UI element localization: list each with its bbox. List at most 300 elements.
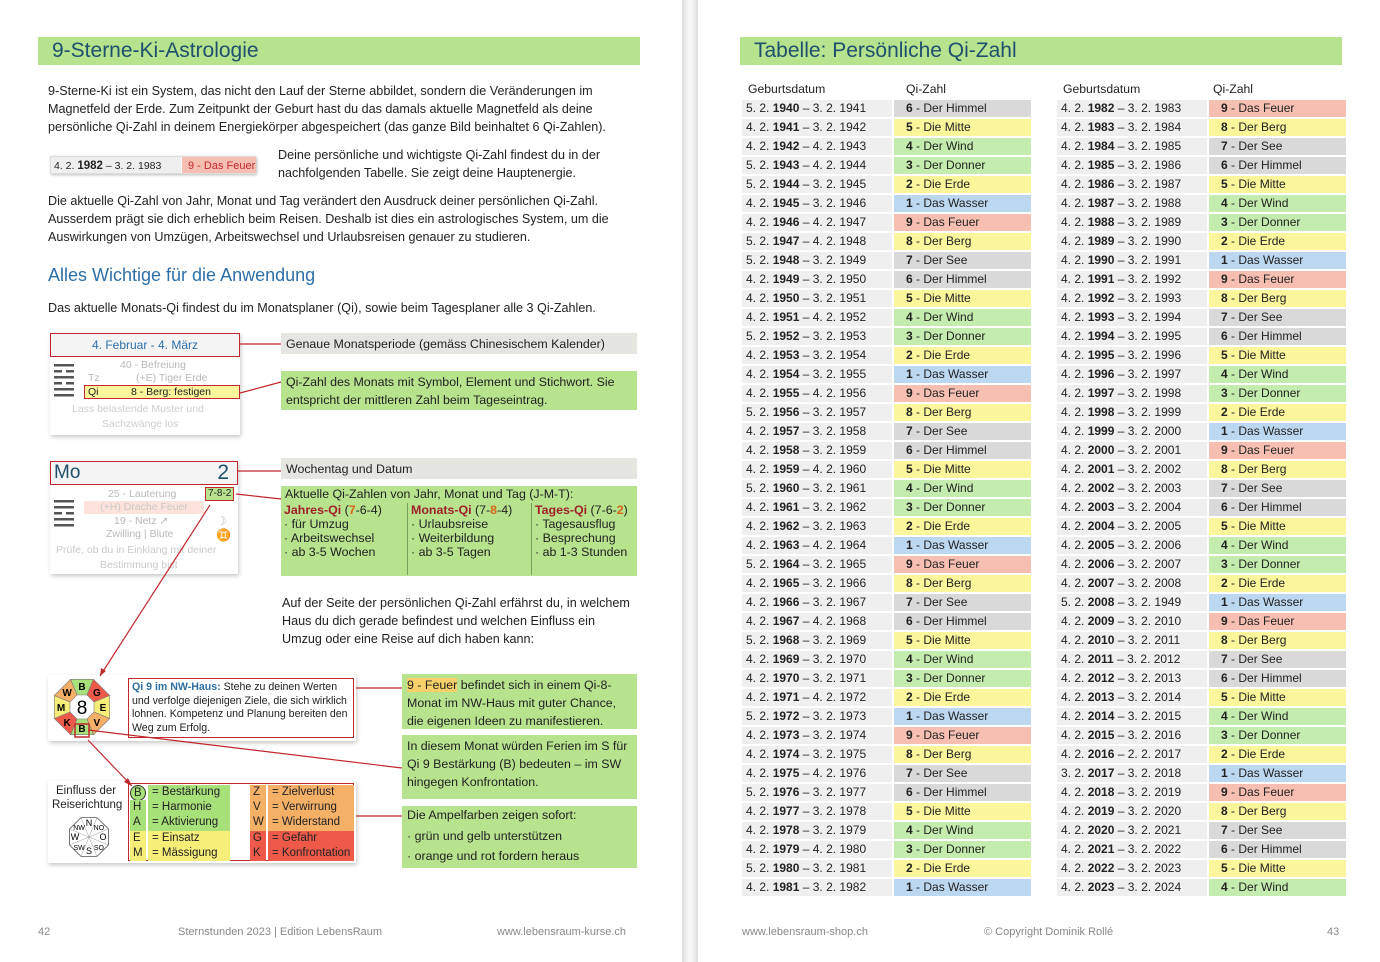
book-gutter: [682, 0, 698, 962]
table-row: [1057, 232, 1347, 251]
qi-number-cell: 1 - Das Wasser: [894, 708, 1031, 725]
table-row: [742, 213, 1032, 232]
table-row: [1057, 213, 1347, 232]
birth-date-cell: 4. 2. 1967 – 4. 2. 1968: [742, 613, 892, 630]
table-row: [1057, 764, 1347, 783]
legend-text: = Harmonie: [148, 800, 230, 816]
birth-date-cell: 4. 2. 2004 – 3. 2. 2005: [1057, 518, 1207, 535]
zodiac-icon: ♊: [216, 528, 231, 542]
qi-numbers-heading: Aktuelle Qi-Zahlen von Jahr, Monat und Tag (J-M-T):: [285, 487, 574, 501]
table-row: [742, 498, 1032, 517]
qi-numbers-box: [281, 486, 637, 576]
birth-date-cell: 4. 2. 2005 – 3. 2. 2006: [1057, 537, 1207, 554]
birth-date-cell: 4. 2. 2019 – 3. 2. 2020: [1057, 803, 1207, 820]
left-page-title: 9-Sterne-Ki-Astrologie: [38, 37, 640, 65]
table-row: [742, 137, 1032, 156]
compass-label: S: [85, 846, 93, 856]
birth-date-cell: 4. 2. 1973 – 3. 2. 1974: [742, 727, 892, 744]
birth-date-cell: 4. 2. 1978 – 3. 2. 1979: [742, 822, 892, 839]
qi-number-cell: 6 - Der Himmel: [894, 442, 1031, 459]
right-page-title: Tabelle: Persönliche Qi-Zahl: [740, 37, 1342, 65]
qi-column-title: Jahres-Qi (7-6-4): [284, 503, 382, 517]
trigram-icon: [54, 363, 74, 399]
qi-number-cell: 1 - Das Wasser: [894, 879, 1031, 896]
table-row: [1057, 289, 1347, 308]
qi-number-cell: 6 - Der Himmel: [894, 100, 1031, 117]
birth-date-cell: 4. 2. 1998 – 3. 2. 1999: [1057, 404, 1207, 421]
table-row: [742, 821, 1032, 840]
table-row: [1057, 669, 1347, 688]
note-house-text: befindet sich in einem Qi-8-Monat im NW-Haus mit guter Chance, die eigenen Ideen zu manifestieren.: [407, 678, 617, 728]
birth-date-cell: 5. 2. 1976 – 3. 2. 1977: [742, 784, 892, 801]
qi-number-cell: 9 - Das Feuer: [894, 727, 1031, 744]
qi-number-cell: 9 - Das Feuer: [1209, 613, 1346, 630]
qi-column-title: Monats-Qi (7-8-4): [411, 503, 513, 517]
table-row: [1057, 517, 1347, 536]
legend-text: = Bestärkung: [148, 785, 230, 801]
qi-number-cell: 7 - Der See: [1209, 480, 1346, 497]
birth-date-cell: 4. 2. 1999 – 3. 2. 2000: [1057, 423, 1207, 440]
weekday: Mo: [54, 462, 81, 483]
compass-label: O: [99, 832, 107, 842]
birth-date-cell: 4. 2. 2011 – 3. 2. 2012: [1057, 651, 1207, 668]
qi-number-cell: 8 - Der Berg: [1209, 290, 1346, 307]
qi-value: 8 - Berg: festigen: [131, 386, 211, 398]
birth-date-cell: 4. 2. 2007 – 3. 2. 2008: [1057, 575, 1207, 592]
qi-number-cell: 4 - Der Wind: [1209, 537, 1346, 554]
birth-date-cell: 4. 2. 1951 – 4. 2. 1952: [742, 309, 892, 326]
traffic-head: Die Ampelfarben zeigen sofort:: [407, 808, 577, 822]
table-row: [742, 593, 1032, 612]
table-row: [742, 403, 1032, 422]
qi-number-cell: 9 - Das Feuer: [1209, 100, 1346, 117]
table-row: [1057, 536, 1347, 555]
birth-date-cell: 4. 2. 2006 – 3. 2. 2007: [1057, 556, 1207, 573]
qi-number-cell: 8 - Der Berg: [1209, 803, 1346, 820]
birth-date-cell: 4. 2. 1982 – 3. 2. 1983: [1057, 100, 1207, 117]
table-row: [1057, 384, 1347, 403]
birth-date-cell: 4. 2. 1953 – 3. 2. 1954: [742, 347, 892, 364]
birth-date-cell: 5. 2. 1960 – 3. 2. 1961: [742, 480, 892, 497]
table-row: [1057, 783, 1347, 802]
table-row: [1057, 365, 1347, 384]
qi-number-cell: 8 - Der Berg: [894, 404, 1031, 421]
legend-text: = Gefahr: [268, 831, 354, 847]
table-row: [742, 802, 1032, 821]
sample-date: 4. 2. 1982 – 3. 2. 1983: [51, 157, 181, 173]
birth-date-cell: 4. 2. 1987 – 3. 2. 1988: [1057, 195, 1207, 212]
qi-column-item: · Weiterbildung: [411, 531, 495, 545]
month-period: 4. Februar - 4. März: [50, 333, 240, 357]
birth-date-cell: 5. 2. 1972 – 3. 2. 1973: [742, 708, 892, 725]
birth-date-cell: 4. 2. 1971 – 4. 2. 1972: [742, 689, 892, 706]
paragraph-4: Auf der Seite der persönlichen Qi-Zahl erfährst du, in welchem Haus du dich gerade befindest und welchen Einfluss ein Umzug oder eine Reise auf dich haben kann:: [282, 596, 630, 646]
legend-text: = Konfrontation: [268, 846, 354, 862]
table-row: [1057, 631, 1347, 650]
octagon-letter: B: [78, 682, 86, 693]
qi-number-cell: 7 - Der See: [894, 765, 1031, 782]
legend-letter: A: [130, 815, 146, 831]
qi-number-cell: 6 - Der Himmel: [1209, 670, 1346, 687]
qi-number-cell: 7 - Der See: [1209, 138, 1346, 155]
qi-column-item: · Arbeitswechsel: [284, 531, 375, 545]
table-row: [742, 878, 1032, 897]
legend-text: = Einsatz: [148, 831, 230, 847]
intro-paragraph: 9-Sterne-Ki ist ein System, das nicht den Lauf der Sterne abbildet, sondern die Veränderungen im Magnetfeld der Erde. Zum Zeitpunkt der Geburt hast du das damals aktuelle Magnetfeld als deine persönliche Qi-Zahl in deinem Energiekörper abgespeichert (das ganze Bild beinhaltet 6 Qi-Zahlen).: [48, 84, 606, 134]
table-row: [1057, 688, 1347, 707]
table-row: [742, 441, 1032, 460]
table-row: [742, 707, 1032, 726]
table-row: [1057, 251, 1347, 270]
tz-value: (+E) Tiger Erde: [136, 372, 208, 384]
birth-date-cell: 4. 2. 2021 – 3. 2. 2022: [1057, 841, 1207, 858]
birth-date-cell: 4. 2. 1966 – 3. 2. 1967: [742, 594, 892, 611]
birth-date-cell: 4. 2. 1992 – 3. 2. 1993: [1057, 290, 1207, 307]
qi-number-cell: 2 - Die Erde: [894, 518, 1031, 535]
day-faded-2: Bestimmung bist: [100, 559, 178, 571]
table-row: [742, 517, 1032, 536]
qi-number-cell: 5 - Die Mitte: [894, 632, 1031, 649]
qi-column-item: · ab 3-5 Tagen: [411, 545, 491, 559]
qi-number-cell: 2 - Die Erde: [1209, 746, 1346, 763]
qi-number-cell: 4 - Der Wind: [1209, 708, 1346, 725]
qi-number-cell: 1 - Das Wasser: [1209, 252, 1346, 269]
birth-date-cell: 4. 2. 1975 – 4. 2. 1976: [742, 765, 892, 782]
house-sample: [48, 675, 356, 741]
influence-title-1: Einfluss der: [56, 785, 117, 797]
birth-date-cell: 4. 2. 2000 – 3. 2. 2001: [1057, 442, 1207, 459]
day-line-1: 25 - Lauterung: [108, 488, 177, 500]
table-row: [1057, 175, 1347, 194]
qi-column-item: · Besprechung: [535, 531, 616, 545]
table-row: [1057, 612, 1347, 631]
birth-date-cell: 4. 2. 1957 – 3. 2. 1958: [742, 423, 892, 440]
table-row: [742, 327, 1032, 346]
qi-number-cell: 4 - Der Wind: [894, 480, 1031, 497]
legend-letter: H: [130, 800, 146, 816]
paragraph-3: Das aktuelle Monats-Qi findest du im Monatsplaner (Qi), sowie beim Tagesplaner alle 3 Qi-Zahlen.: [48, 301, 596, 315]
octagon-letter: V: [93, 717, 101, 729]
table-row: [742, 99, 1032, 118]
birth-date-cell: 4. 2. 1988 – 3. 2. 1989: [1057, 214, 1207, 231]
day-line-2: (+H) Drache Feuer: [84, 501, 204, 514]
birth-date-cell: 5. 2. 1964 – 3. 2. 1965: [742, 556, 892, 573]
qi-number-cell: 2 - Die Erde: [1209, 233, 1346, 250]
month-faded-1: Lass belastende Muster und: [72, 403, 204, 415]
month-planner-sample: [50, 333, 240, 435]
table-row: [1057, 802, 1347, 821]
table-row: [1057, 118, 1347, 137]
note-month-period: Genaue Monatsperiode (gemäss Chinesischem Kalender): [281, 333, 637, 354]
note-weekday: Wochentag und Datum: [281, 458, 637, 479]
octagon-letter: B: [78, 724, 86, 735]
table-row: [1057, 821, 1347, 840]
birth-date-cell: 4. 2. 1989 – 3. 2. 1990: [1057, 233, 1207, 250]
qi-number-cell: 5 - Die Mitte: [894, 119, 1031, 136]
compass-label: SW: [73, 844, 85, 852]
birth-date-cell: 3. 2. 2017 – 3. 2. 2018: [1057, 765, 1207, 782]
legend-letter: E: [130, 831, 146, 847]
qi-number-cell: 5 - Die Mitte: [894, 461, 1031, 478]
qi-number-cell: 7 - Der See: [1209, 822, 1346, 839]
legend-letter: M: [130, 846, 146, 862]
table-row: [742, 422, 1032, 441]
birth-date-cell: 5. 2. 1947 – 4. 2. 1948: [742, 233, 892, 250]
note-house-highlight: 9 - Feuer: [407, 678, 458, 692]
tz-label: Tz: [88, 372, 100, 384]
table-row: [742, 384, 1032, 403]
table-row: [1057, 403, 1347, 422]
birth-date-cell: 4. 2. 2010 – 3. 2. 2011: [1057, 632, 1207, 649]
moon-icon: ☽: [216, 514, 227, 528]
legend-text: = Mässigung: [148, 846, 230, 862]
legend-text: = Widerstand: [268, 815, 354, 831]
table-row: [742, 764, 1032, 783]
legend-text: = Aktivierung: [148, 815, 230, 831]
qi-number-cell: 2 - Die Erde: [894, 689, 1031, 706]
qi-column-item: · Urlaubsreise: [411, 517, 489, 531]
qi-column-1: [407, 503, 525, 575]
table-row: [742, 289, 1032, 308]
qi-number-cell: 4 - Der Wind: [1209, 879, 1346, 896]
qi-number-cell: 2 - Die Erde: [894, 860, 1031, 877]
qi-number-cell: 9 - Das Feuer: [1209, 271, 1346, 288]
birth-date-cell: 4. 2. 1996 – 3. 2. 1997: [1057, 366, 1207, 383]
qi-number-cell: 8 - Der Berg: [1209, 461, 1346, 478]
table-row: [742, 669, 1032, 688]
qi-number-cell: 4 - Der Wind: [1209, 195, 1346, 212]
table-row: [742, 574, 1032, 593]
house-description: [128, 678, 354, 738]
qi-number-cell: 2 - Die Erde: [1209, 575, 1346, 592]
qi-number-cell: 3 - Der Donner: [894, 670, 1031, 687]
subheading: Alles Wichtige für die Anwendung: [48, 265, 316, 285]
compass-label: SO: [93, 844, 104, 852]
table-row: [1057, 498, 1347, 517]
qi-table-left: [742, 81, 1032, 897]
qi-number-cell: 8 - Der Berg: [1209, 119, 1346, 136]
birth-date-cell: 4. 2. 1985 – 3. 2. 1986: [1057, 157, 1207, 174]
table-row: [742, 840, 1032, 859]
birth-date-cell: 4. 2. 1970 – 3. 2. 1971: [742, 670, 892, 687]
birth-date-cell: 4. 2. 1962 – 3. 2. 1963: [742, 518, 892, 535]
qi-number-cell: 1 - Das Wasser: [894, 537, 1031, 554]
legend-letter: Z: [250, 785, 266, 801]
birth-date-cell: 4. 2. 1969 – 3. 2. 1970: [742, 651, 892, 668]
qi-number-cell: 6 - Der Himmel: [1209, 841, 1346, 858]
birth-date-cell: 4. 2. 1977 – 3. 2. 1978: [742, 803, 892, 820]
qi-number-cell: 5 - Die Mitte: [1209, 689, 1346, 706]
table-row: [1057, 593, 1347, 612]
house-text: Stehe zu deinen Werten und verfolge diejenigen Ziele, die sich wirklich lohnen. Kompetenz und Planung bereiten den Weg zum Erfolg.: [132, 681, 348, 734]
octagon-letter: K: [63, 717, 71, 729]
day-planner-sample: [50, 461, 238, 574]
qi-number-cell: 2 - Die Erde: [1209, 404, 1346, 421]
octagon-letter: G: [92, 688, 101, 700]
left-footer-center: Sternstunden 2023 | Edition LebensRaum: [178, 926, 383, 938]
col-qi-header: Qi-Zahl: [906, 82, 946, 96]
table-header: [1057, 81, 1347, 99]
day-number: 2: [217, 461, 229, 484]
qi-number-cell: 1 - Das Wasser: [1209, 423, 1346, 440]
house-title: Qi 9 im NW-Haus:: [132, 681, 221, 693]
qi-number-cell: 3 - Der Donner: [1209, 727, 1346, 744]
table-row: [1057, 441, 1347, 460]
table-row: [1057, 859, 1347, 878]
qi-number-cell: 7 - Der See: [894, 594, 1031, 611]
table-row: [742, 631, 1032, 650]
birth-date-cell: 4. 2. 1941 – 3. 2. 1942: [742, 119, 892, 136]
birth-date-cell: 4. 2. 2023 – 3. 2. 2024: [1057, 879, 1207, 896]
sample-table-row: [50, 156, 256, 174]
right-footer-center: © Copyright Dominik Rollé: [984, 926, 1114, 938]
table-row: [1057, 479, 1347, 498]
left-page-number: 42: [38, 926, 51, 938]
qi-number-cell: 3 - Der Donner: [894, 157, 1031, 174]
birth-date-cell: 4. 2. 1986 – 3. 2. 1987: [1057, 176, 1207, 193]
qi-number-cell: 4 - Der Wind: [894, 309, 1031, 326]
qi-number-cell: 5 - Die Mitte: [1209, 518, 1346, 535]
qi-number-cell: 3 - Der Donner: [894, 841, 1031, 858]
birth-date-cell: 4. 2. 1949 – 3. 2. 1950: [742, 271, 892, 288]
month-qi-row: [84, 385, 240, 399]
qi-number-cell: 9 - Das Feuer: [1209, 784, 1346, 801]
birth-date-cell: 4. 2. 1959 – 4. 2. 1960: [742, 461, 892, 478]
day-header: [50, 461, 238, 485]
note-traffic-lights: [402, 806, 637, 868]
birth-date-cell: 4. 2. 2018 – 3. 2. 2019: [1057, 784, 1207, 801]
qi-number-cell: 8 - Der Berg: [894, 746, 1031, 763]
month-hexagram: 40 - Befreiung: [120, 359, 186, 371]
birth-date-cell: 5. 2. 1956 – 3. 2. 1957: [742, 404, 892, 421]
qi-number-cell: 9 - Das Feuer: [894, 214, 1031, 231]
qi-column-item: · ab 3-5 Wochen: [284, 545, 376, 559]
traffic-item-2: · orange und rot fordern heraus: [407, 849, 580, 863]
right-footer-url[interactable]: www.lebensraum-shop.ch: [742, 926, 868, 938]
compass-icon: [62, 814, 116, 860]
table-row: [742, 688, 1032, 707]
table-row: [742, 479, 1032, 498]
table-row: [1057, 574, 1347, 593]
birth-date-cell: 4. 2. 1984 – 3. 2. 1985: [1057, 138, 1207, 155]
table-row: [1057, 346, 1347, 365]
qi-column-item: · für Umzug: [284, 517, 349, 531]
birth-date-cell: 4. 2. 2001 – 3. 2. 2002: [1057, 461, 1207, 478]
octagon-letter: E: [99, 703, 107, 714]
table-row: [742, 251, 1032, 270]
qi-number-cell: 1 - Das Wasser: [894, 366, 1031, 383]
qi-number-cell: 3 - Der Donner: [1209, 556, 1346, 573]
birth-date-cell: 4. 2. 1981 – 3. 2. 1982: [742, 879, 892, 896]
influence-title-2: Reiserichtung: [52, 799, 123, 811]
qi-number-cell: 2 - Die Erde: [894, 347, 1031, 364]
qi-column-item: · ab 1-3 Stunden: [535, 545, 628, 559]
qi-number-cell: 5 - Die Mitte: [1209, 860, 1346, 877]
birth-date-cell: 4. 2. 2016 – 2. 2. 2017: [1057, 746, 1207, 763]
table-row: [742, 175, 1032, 194]
qi-number-cell: 2 - Die Erde: [894, 176, 1031, 193]
qi-number-cell: 8 - Der Berg: [894, 233, 1031, 250]
compass-label: NO: [93, 825, 105, 833]
qi-number-cell: 4 - Der Wind: [894, 138, 1031, 155]
qi-number-cell: 5 - Die Mitte: [1209, 347, 1346, 364]
table-row: [1057, 99, 1347, 118]
note-month-qi: Qi-Zahl des Monats mit Symbol, Element und Stichwort. Sie entspricht der mittleren Zahl beim Tageseintrag.: [281, 371, 637, 410]
qi-number-cell: 9 - Das Feuer: [894, 556, 1031, 573]
table-row: [1057, 308, 1347, 327]
table-row: [742, 232, 1032, 251]
octagon-center: 8: [76, 698, 88, 719]
table-row: [742, 650, 1032, 669]
house-octagon: [48, 675, 120, 741]
qi-number-cell: 6 - Der Himmel: [894, 271, 1031, 288]
birth-date-cell: 4. 2. 2014 – 3. 2. 2015: [1057, 708, 1207, 725]
table-row: [742, 536, 1032, 555]
birth-date-cell: 4. 2. 1958 – 3. 2. 1959: [742, 442, 892, 459]
table-row: [1057, 194, 1347, 213]
birth-date-cell: 5. 2. 1968 – 3. 2. 1969: [742, 632, 892, 649]
qi-label: Qi: [88, 386, 99, 398]
table-row: [742, 365, 1032, 384]
birth-date-cell: 4. 2. 1979 – 4. 2. 1980: [742, 841, 892, 858]
table-row: [1057, 650, 1347, 669]
table-row: [742, 308, 1032, 327]
birth-date-cell: 4. 2. 1950 – 3. 2. 1951: [742, 290, 892, 307]
qi-number-cell: 5 - Die Mitte: [1209, 176, 1346, 193]
birth-date-cell: 4. 2. 2002 – 3. 2. 2003: [1057, 480, 1207, 497]
birth-date-cell: 4. 2. 1965 – 3. 2. 1966: [742, 575, 892, 592]
legend-letter: K: [250, 846, 266, 862]
qi-number-cell: 7 - Der See: [894, 423, 1031, 440]
birth-date-cell: 4. 2. 1945 – 3. 2. 1946: [742, 195, 892, 212]
right-page: [698, 0, 1380, 962]
qi-number-cell: 3 - Der Donner: [1209, 214, 1346, 231]
table-row: [1057, 707, 1347, 726]
birth-date-cell: 4. 2. 1961 – 3. 2. 1962: [742, 499, 892, 516]
qi-number-cell: 7 - Der See: [894, 252, 1031, 269]
birth-date-cell: 4. 2. 2012 – 3. 2. 2013: [1057, 670, 1207, 687]
table-row: [742, 156, 1032, 175]
left-footer-url[interactable]: www.lebensraum-kurse.ch: [497, 926, 626, 938]
legend-letter: B: [130, 785, 146, 801]
birth-date-cell: 4. 2. 1974 – 3. 2. 1975: [742, 746, 892, 763]
table-row: [1057, 745, 1347, 764]
birth-date-cell: 4. 2. 2020 – 3. 2. 2021: [1057, 822, 1207, 839]
legend-frame: [128, 783, 354, 861]
table-row: [742, 783, 1032, 802]
birth-date-cell: 5. 2. 1944 – 3. 2. 1945: [742, 176, 892, 193]
traffic-item-1: · grün und gelb unterstützen: [407, 829, 562, 843]
paragraph-2: Die aktuelle Qi-Zahl von Jahr, Monat und Tag verändert den Ausdruck deiner persönlichen Qi-Zahl. Ausserdem prägt sie dich erheblich beim Reisen. Deshalb ist dies ein astrologisches System, um die Auswirkungen von Umzügen, Arbeitswechsel und Urlaubsreisen genauer zu studieren.: [48, 194, 609, 244]
qi-number-cell: 7 - Der See: [1209, 651, 1346, 668]
birth-date-cell: 4. 2. 2009 – 3. 2. 2010: [1057, 613, 1207, 630]
qi-number-cell: 4 - Der Wind: [894, 651, 1031, 668]
birth-date-cell: 4. 2. 1995 – 3. 2. 1996: [1057, 347, 1207, 364]
table-row: [1057, 422, 1347, 441]
birth-date-cell: 4. 2. 1993 – 3. 2. 1994: [1057, 309, 1207, 326]
birth-date-cell: 5. 2. 1943 – 4. 2. 1944: [742, 157, 892, 174]
birth-date-cell: 5. 2. 2008 – 3. 2. 1949: [1057, 594, 1207, 611]
table-row: [742, 612, 1032, 631]
qi-number-cell: 6 - Der Himmel: [1209, 499, 1346, 516]
compass-label: W: [70, 832, 80, 842]
table-row: [742, 726, 1032, 745]
trigram-icon: [54, 499, 74, 531]
qi-number-cell: 9 - Das Feuer: [894, 385, 1031, 402]
table-row: [1057, 878, 1347, 897]
qi-number-cell: 1 - Das Wasser: [1209, 594, 1346, 611]
left-page: [0, 0, 682, 962]
